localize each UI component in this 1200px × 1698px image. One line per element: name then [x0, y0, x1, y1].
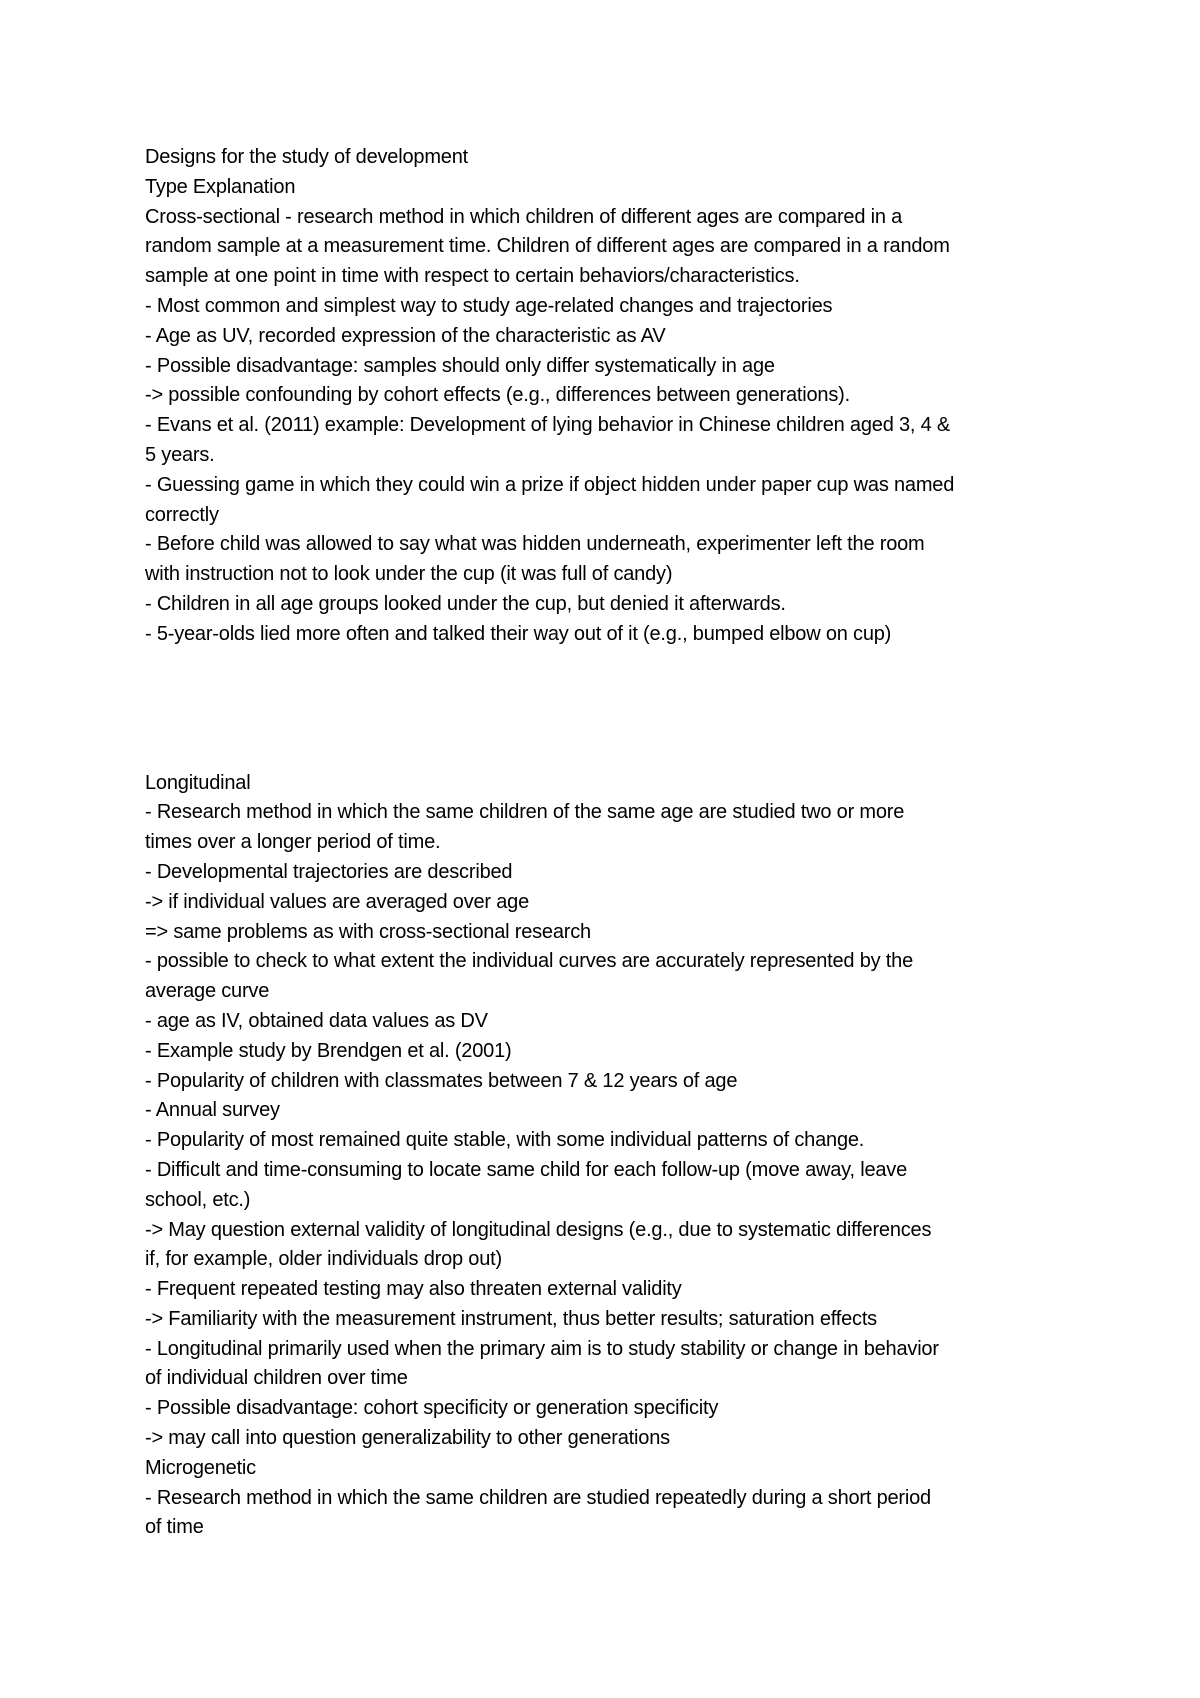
text-line: - Most common and simplest way to study age-related changes and trajectories	[145, 294, 833, 317]
text-line: - Before child was allowed to say what was hidden underneath, experimenter left the room	[145, 533, 925, 556]
text-line: - Research method in which the same children of the same age are studied two or more	[145, 801, 905, 824]
text-line: -> May question external validity of longitudinal designs (e.g., due to systematic differences	[145, 1218, 932, 1241]
text-line: of individual children over time	[145, 1367, 408, 1390]
document-title: Designs for the study of development	[145, 146, 468, 168]
table-header-line: Type Explanation	[145, 175, 296, 198]
text-line: - Guessing game in which they could win a prize if object hidden under paper cup was named	[145, 473, 955, 496]
text-line: school, etc.)	[145, 1188, 251, 1211]
text-line: - Developmental trajectories are described	[145, 860, 513, 883]
text-line: - Evans et al. (2011) example: Development of lying behavior in Chinese children aged 3, 4 &	[145, 414, 951, 437]
text-line: with instruction not to look under the cup (it was full of candy)	[145, 563, 673, 586]
text-line: - possible to check to what extent the individual curves are accurately represented by the	[145, 950, 913, 973]
text-line: Cross-sectional - research method in which children of different ages are compared in a	[145, 205, 903, 228]
section-longitudinal	[145, 769, 1075, 1544]
text-line: - Age as UV, recorded expression of the characteristic as AV	[145, 324, 666, 347]
text-line: - Popularity of most remained quite stable, with some individual patterns of change.	[145, 1129, 865, 1152]
text-line: sample at one point in time with respect to certain behaviors/characteristics.	[145, 265, 800, 288]
text-line: -> Familiarity with the measurement instrument, thus better results; saturation effects	[145, 1307, 877, 1330]
text-line: correctly	[145, 503, 219, 526]
text-line: - Research method in which the same children are studied repeatedly during a short period	[145, 1486, 931, 1509]
text-line: - Frequent repeated testing may also threaten external validity	[145, 1278, 682, 1301]
text-line: times over a longer period of time.	[145, 831, 441, 854]
text-line: - Difficult and time-consuming to locate same child for each follow-up (move away, leave	[145, 1158, 908, 1181]
text-line: -> may call into question generalizability to other generations	[145, 1427, 670, 1450]
text-line: - Popularity of children with classmates between 7 & 12 years of age	[145, 1069, 738, 1092]
text-line: - Annual survey	[145, 1099, 280, 1122]
section-heading-microgenetic: Microgenetic	[145, 1456, 256, 1479]
section-spacer	[145, 650, 1075, 769]
text-line: - Possible disadvantage: cohort specificity or generation specificity	[145, 1397, 719, 1420]
text-line: - Longitudinal primarily used when the primary aim is to study stability or change in behavior	[145, 1337, 939, 1360]
text-line: average curve	[145, 980, 270, 1003]
document-body	[145, 143, 1075, 1543]
section-heading-longitudinal: Longitudinal	[145, 771, 251, 794]
section-cross-sectional	[145, 143, 1075, 650]
text-line: - Children in all age groups looked under the cup, but denied it afterwards.	[145, 592, 786, 615]
text-line: - age as IV, obtained data values as DV	[145, 1009, 488, 1032]
text-line: - 5-year-olds lied more often and talked their way out of it (e.g., bumped elbow on cup)	[145, 622, 892, 645]
text-line: if, for example, older individuals drop out)	[145, 1248, 502, 1271]
text-line: 5 years.	[145, 443, 215, 466]
text-line: - Possible disadvantage: samples should only differ systematically in age	[145, 354, 775, 377]
text-line: - Example study by Brendgen et al. (2001)	[145, 1039, 512, 1062]
text-line: => same problems as with cross-sectional research	[145, 920, 591, 943]
text-line: of time	[145, 1516, 204, 1539]
text-line: random sample at a measurement time. Children of different ages are compared in a random	[145, 235, 950, 258]
text-line: -> if individual values are averaged over age	[145, 890, 530, 913]
text-line: -> possible confounding by cohort effects (e.g., differences between generations).	[145, 384, 850, 407]
